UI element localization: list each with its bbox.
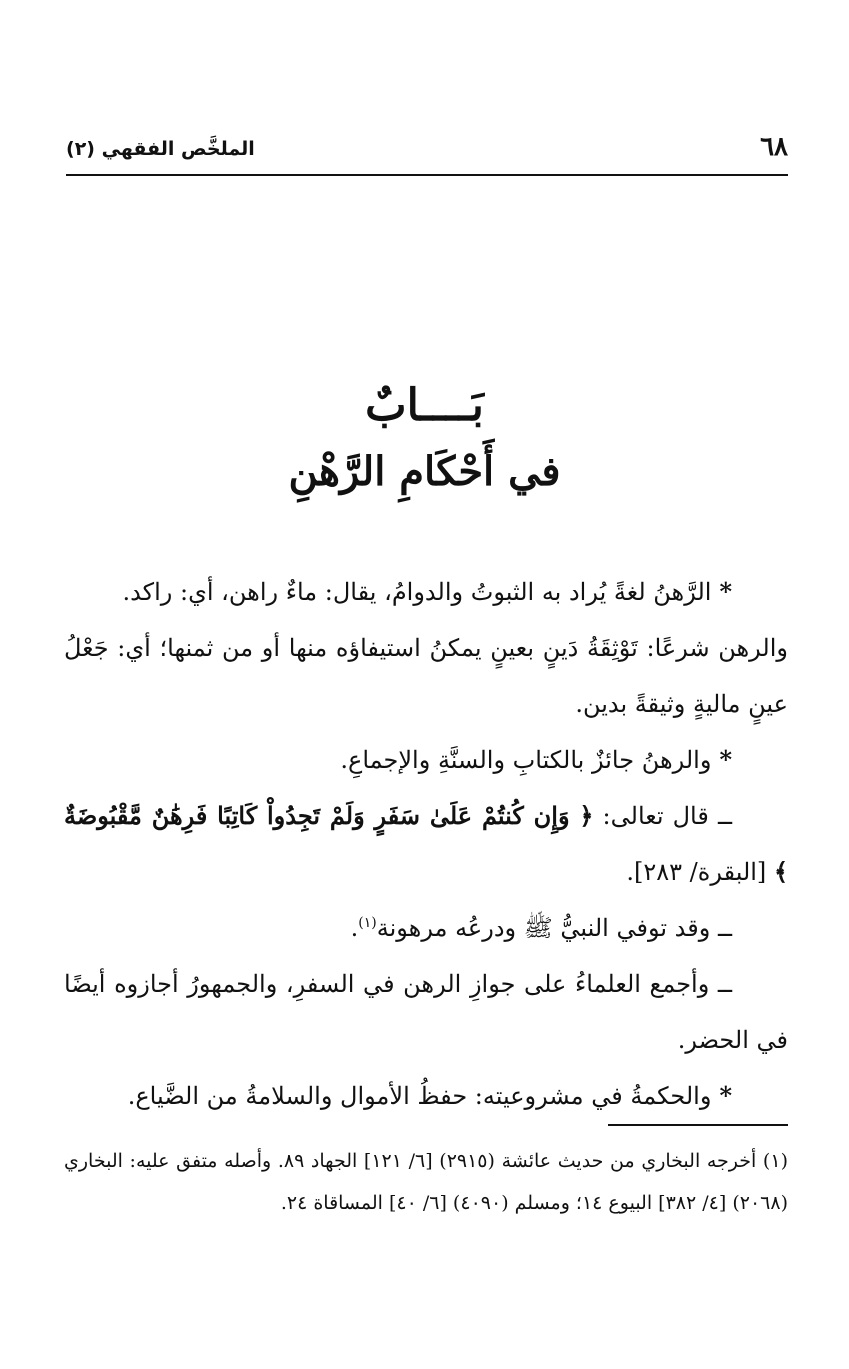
paragraph-sunnah-evidence: [64, 900, 788, 956]
asterisk-bullet: *: [719, 1081, 732, 1110]
chapter-label: بَــــابٌ: [365, 380, 484, 431]
paragraph-text: ــ وأجمع العلماءُ على جوازِ الرهن في السفرِ، والجمهورُ أجازوه أيضًا في الحضر.: [64, 970, 788, 1054]
body-text: [64, 564, 788, 1124]
footnotes: [64, 1140, 788, 1224]
page-number: ٦٨: [760, 132, 788, 162]
chapter-title: في أَحْكَامِ الرَّهْنِ: [288, 448, 561, 495]
header-rule: [66, 174, 788, 176]
paragraph-text: والرهن شرعًا: تَوْثِقَةُ دَينٍ بعينٍ يمكنُ استيفاؤه منها أو من ثمنها؛ أي: جَعْلُ عينٍ ماليةٍ وثيقةً بدين.: [64, 634, 788, 718]
paragraph-definition-sharia: [64, 620, 788, 732]
paragraph-wisdom: [64, 1068, 788, 1124]
quran-reference: [البقرة/ ٢٨٣].: [626, 858, 767, 886]
quran-intro: ــ قال تعالى:: [602, 802, 733, 830]
asterisk-bullet: *: [719, 577, 732, 606]
quran-verse: ﴿ وَإِن كُنتُمْ عَلَىٰ سَفَرٍ وَلَمْ تَجِدُواْ كَاتِبًا فَرِهَٰنٌ مَّقْبُوضَةٌ ﴾: [64, 801, 788, 886]
paragraph-permissibility: [64, 732, 788, 788]
footnote-marker: (١): [358, 915, 377, 931]
paragraph-text: الرَّهنُ لغةً يُراد به الثبوتُ والدوامُ، يقال: ماءٌ راهن، أي: راكد.: [122, 578, 712, 606]
paragraph-definition-language: [64, 564, 788, 620]
footnote-1: (١) أخرجه البخاري من حديث عائشة (٢٩١٥) [٦/ ١٢١] الجهاد ٨٩. وأصله متفق عليه: البخاري (٢٠٦٨) [٤/ ٣٨٢] البيوع ١٤؛ ومسلم (٤٠٩٠) [٦/ ٤٠] المساقاة ٢٤.: [64, 1150, 788, 1214]
footnote-rule: [608, 1124, 788, 1126]
asterisk-bullet: *: [719, 745, 732, 774]
book-title: الملخَّص الفقهي (٢): [66, 138, 255, 160]
paragraph-text: والحكمةُ في مشروعيته: حفظُ الأموال والسلامةُ من الضَّياع.: [127, 1082, 712, 1110]
paragraph-text: ــ وقد توفي النبيُّ ﷺ ودرعُه مرهونة: [376, 914, 732, 942]
paragraph-text: والرهنُ جائزٌ بالكتابِ والسنَّةِ والإجماعِ.: [340, 746, 712, 774]
sentence-end: .: [350, 914, 359, 942]
running-header: [66, 132, 788, 172]
paragraph-consensus: [64, 956, 788, 1068]
paragraph-quran-evidence: [64, 788, 788, 900]
